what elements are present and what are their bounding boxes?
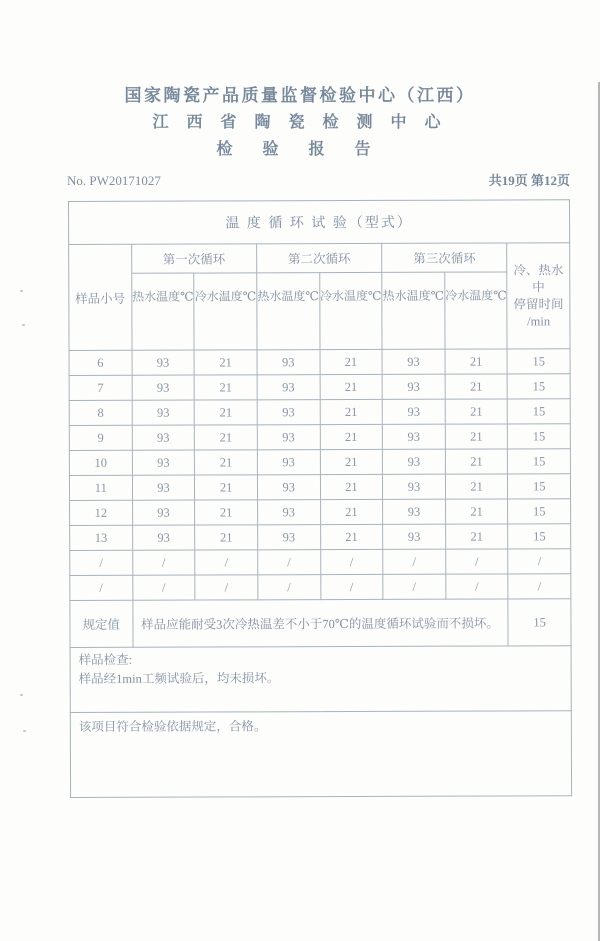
spec-dwell-value: 15 — [508, 599, 571, 646]
table-cell: 21 — [445, 399, 508, 424]
table-cell: 21 — [195, 425, 258, 450]
table-cell: 93 — [132, 350, 195, 375]
table-cell: 21 — [445, 374, 508, 399]
cold-water-temp-header: 冷水温度℃ — [194, 273, 257, 350]
table-cell: / — [508, 549, 571, 574]
table-cell: 93 — [132, 525, 195, 550]
sample-check-result: 样品经1min工频试验后，均未损坏。 — [78, 671, 280, 686]
table-cell: / — [383, 574, 446, 599]
table-row — [69, 399, 570, 426]
org-title: 国家陶瓷产品质量监督检验中心（江西） — [124, 86, 476, 105]
table-cell: 15 — [508, 524, 571, 549]
table-cell: 93 — [257, 500, 320, 525]
table-row — [70, 549, 571, 576]
table-cell: 11 — [69, 475, 132, 500]
table-cell: / — [446, 574, 509, 599]
table-cell: / — [132, 575, 195, 600]
table-cell: 10 — [69, 450, 132, 475]
spec-requirement-text: 样品应能耐受3次冷热温差不小于70℃的温度循环试验而不损坏。 — [133, 599, 509, 647]
table-cell: 15 — [508, 474, 571, 499]
report-number: No. PW20171027 — [67, 173, 161, 188]
cold-water-temp-header: 冷水温度℃ — [445, 272, 508, 349]
table-row — [69, 474, 570, 501]
table-cell: / — [258, 550, 321, 575]
table-cell: 21 — [320, 449, 383, 474]
hot-water-temp-header: 热水温度℃ — [257, 273, 320, 350]
table-cell: 21 — [195, 525, 258, 550]
table-cell: 21 — [445, 524, 508, 549]
table-cell: / — [320, 549, 383, 574]
table-cell: 21 — [194, 375, 257, 400]
table-cell: 93 — [132, 500, 195, 525]
table-cell: 21 — [445, 499, 508, 524]
hot-water-temp-header: 热水温度℃ — [382, 272, 445, 349]
table-row — [69, 424, 570, 451]
table-cell: 21 — [320, 349, 383, 374]
table-title-row — [69, 200, 570, 245]
table-cell: 15 — [508, 449, 571, 474]
table-cell: 15 — [508, 424, 571, 449]
table-cell: 93 — [257, 350, 320, 375]
scanned-report-page — [0, 82, 600, 941]
table-cell: 6 — [69, 350, 132, 375]
cold-water-temp-header: 冷水温度℃ — [319, 272, 382, 349]
table-cell: 93 — [132, 425, 195, 450]
temperature-cycle-test-table — [68, 199, 572, 798]
table-row — [69, 374, 570, 401]
table-cell: 21 — [320, 524, 383, 549]
table-cell: 21 — [320, 374, 383, 399]
table-cell: 93 — [382, 399, 445, 424]
table-cell: 15 — [508, 399, 571, 424]
conclusion-text: 该项目符合检验依据规定，合格。 — [70, 711, 571, 798]
table-cell: 93 — [383, 474, 446, 499]
dwell-time-column-header — [507, 243, 570, 349]
hot-water-temp-header: 热水温度℃ — [131, 273, 194, 350]
table-cell: 93 — [257, 375, 320, 400]
table-cell: 93 — [132, 400, 195, 425]
cycle-1-header: 第一次循环 — [131, 244, 256, 273]
cycle-header-row — [69, 243, 570, 274]
meta-row — [67, 170, 570, 189]
table-cell: 15 — [508, 499, 571, 524]
table-cell: 21 — [445, 449, 508, 474]
data-rows — [69, 349, 571, 601]
table-cell: 93 — [258, 525, 321, 550]
table-cell: 15 — [507, 349, 570, 374]
table-cell: 12 — [70, 500, 133, 525]
scan-speck — [20, 290, 23, 292]
table-cell: 93 — [383, 499, 446, 524]
table-cell: 13 — [70, 525, 133, 550]
sample-check-heading: 样品检查: — [78, 652, 133, 667]
temperature-header-row — [69, 272, 570, 351]
sample-number-column-header: 样品小号 — [69, 244, 132, 350]
sample-check-row — [70, 646, 571, 713]
table-cell: 93 — [132, 450, 195, 475]
table-cell: 9 — [69, 425, 132, 450]
table-cell: / — [508, 574, 571, 599]
table-cell: 93 — [132, 375, 195, 400]
table-cell: 21 — [445, 349, 508, 374]
table-cell: 93 — [382, 349, 445, 374]
scan-speck — [23, 730, 26, 732]
table-cell: / — [195, 575, 258, 600]
sample-check-cell — [70, 646, 571, 713]
table-cell: 21 — [195, 475, 258, 500]
table-cell: 21 — [194, 350, 257, 375]
scan-speck — [20, 694, 23, 696]
table-row — [70, 499, 571, 526]
scan-speck — [22, 324, 25, 326]
table-cell: 93 — [382, 449, 445, 474]
table-row — [70, 574, 571, 601]
table-cell: 21 — [445, 474, 508, 499]
table-cell: 21 — [320, 424, 383, 449]
table-cell: 21 — [320, 474, 383, 499]
table-cell: 21 — [195, 500, 258, 525]
table-cell: 21 — [195, 450, 258, 475]
table-cell: / — [195, 550, 258, 575]
report-title: 检 验 报 告 — [216, 141, 384, 158]
table-cell: 7 — [69, 375, 132, 400]
table-cell: 93 — [257, 450, 320, 475]
table-cell: / — [132, 550, 195, 575]
page-indicator: 共19页 第12页 — [488, 173, 570, 188]
table-cell: 15 — [507, 374, 570, 399]
table-cell: 93 — [257, 400, 320, 425]
table-cell: / — [383, 549, 446, 574]
table-cell: 93 — [382, 424, 445, 449]
report-header — [0, 82, 600, 163]
table-row — [69, 449, 570, 476]
table-row — [69, 349, 570, 376]
table-cell: 21 — [445, 424, 508, 449]
table-cell: 8 — [69, 400, 132, 425]
spec-label: 规定值 — [70, 600, 133, 647]
table-cell: 21 — [194, 400, 257, 425]
table-cell: / — [445, 549, 508, 574]
table-cell: 93 — [383, 524, 446, 549]
specification-row — [70, 599, 571, 648]
table-cell: 93 — [257, 425, 320, 450]
table-cell: / — [320, 574, 383, 599]
table-cell: / — [70, 575, 133, 600]
table-cell: 21 — [320, 499, 383, 524]
table-cell: / — [70, 550, 133, 575]
table-cell: 21 — [320, 399, 383, 424]
table-cell: 93 — [132, 475, 195, 500]
dwell-header-line: 停留时间 — [513, 296, 564, 311]
table-cell: 93 — [257, 475, 320, 500]
table-row — [70, 524, 571, 551]
table-title: 温 度 循 环 试 验（型式） — [69, 200, 570, 245]
cycle-3-header: 第三次循环 — [382, 243, 507, 272]
dwell-header-line: /min — [527, 313, 551, 328]
table-cell: / — [258, 575, 321, 600]
center-title: 江 西 省 陶 瓷 检 测 中 心 — [152, 114, 448, 131]
table-cell: 93 — [382, 374, 445, 399]
dwell-header-line: 冷、热水中 — [513, 262, 564, 294]
conclusion-row — [70, 711, 571, 798]
cycle-2-header: 第二次循环 — [257, 243, 382, 272]
